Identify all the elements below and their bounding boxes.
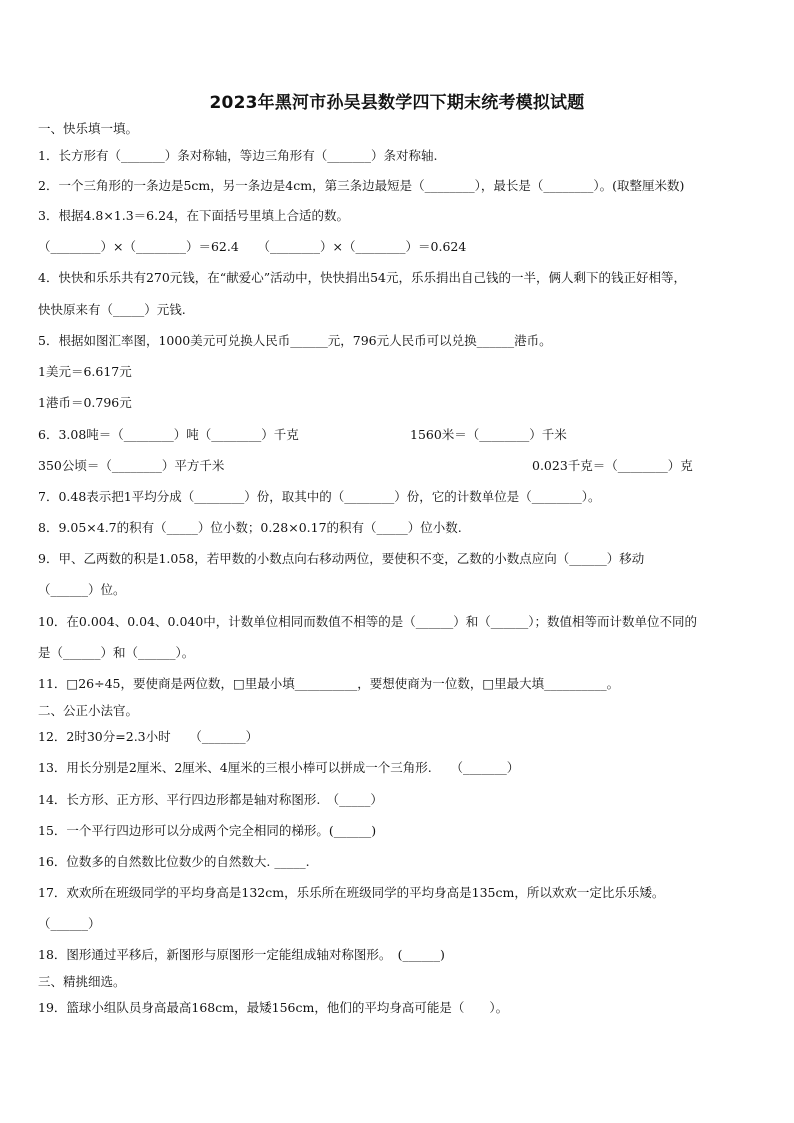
question-4: 4．快快和乐乐共有270元钱，在“献爱心”活动中，快快捐出54元，乐乐捐出自己钱的一半，俩人剩下的钱正好相等， <box>38 270 687 285</box>
question-3: 3．根据4.8×1.3＝6.24，在下面括号里填上合适的数。 <box>38 208 350 223</box>
question-19: 19．篮球小组队员身高最高168cm，最矮156cm，他们的平均身高可能是（ ）。 <box>38 1000 509 1015</box>
exchange-rate-hkd: 1港币＝0.796元 <box>38 395 132 410</box>
question-15: 15．一个平行四边形可以分成两个完全相同的梯形。(______) <box>38 823 377 838</box>
question-17-cont: （______） <box>38 916 101 931</box>
question-10-cont: 是（______）和（______）。 <box>38 645 195 660</box>
question-10: 10．在0.004、0.04、0.040中，计数单位相同而数值不相等的是（______）和（______）；数值相等而计数单位不同的 <box>38 614 698 629</box>
question-17: 17．欢欢所在班级同学的平均身高是132cm，乐乐所在班级同学的平均身高是135cm，所以欢欢一定比乐乐矮。 <box>38 885 665 900</box>
page-title: 2023年黑河市孙吴县数学四下期末统考模拟试题 <box>209 93 585 113</box>
question-12: 12．2时30分=2.3小时 （_______） <box>38 729 259 744</box>
question-9: 9．甲、乙两数的积是1.058，若甲数的小数点向右移动两位，要使积不变，乙数的小数点应向（______）移动 <box>38 551 645 566</box>
question-6-right1: 1560米＝（________）千米 <box>410 427 567 442</box>
question-11: 11．□26÷45，要使商是两位数，□里最小填__________，要想使商为一位数，□里最大填__________。 <box>38 676 620 691</box>
question-6-left1: 6．3.08吨＝（________）吨（________）千克 <box>38 427 299 442</box>
exchange-rate-usd: 1美元＝6.617元 <box>38 364 132 379</box>
question-7: 7．0.48表示把1平均分成（________）份，取其中的（________）份，它的计数单位是（________）。 <box>38 489 601 504</box>
question-6-left2: 350公顷＝（________）平方千米 <box>38 458 225 473</box>
question-18: 18．图形通过平移后，新图形与原图形一定能组成轴对称图形。 (______) <box>38 947 445 962</box>
section-heading-1: 一、快乐填一填。 <box>38 121 139 136</box>
question-5: 5．根据如图汇率图，1000美元可兑换人民币______元，796元人民币可以兑换______港币。 <box>38 333 552 348</box>
question-2: 2．一个三角形的一条边是5cm，另一条边是4cm，第三条边最短是（________），最长是（________）。(取整厘米数) <box>38 178 685 193</box>
section-heading-2: 二、公正小法官。 <box>38 703 139 718</box>
question-14: 14．长方形、正方形、平行四边形都是轴对称图形. （_____） <box>38 792 383 807</box>
question-6-right2: 0.023千克＝（________）克 <box>532 458 693 473</box>
question-1: 1．长方形有（_______）条对称轴，等边三角形有（_______）条对称轴. <box>38 148 438 163</box>
question-8: 8．9.05×4.7的积有（_____）位小数；0.28×0.17的积有（_____）位小数. <box>38 520 462 535</box>
question-13: 13．用长分别是2厘米、2厘米、4厘米的三根小棒可以拼成一个三角形. （_______） <box>38 760 520 775</box>
question-9-cont: （______）位。 <box>38 582 126 597</box>
section-heading-3: 三、精挑细选。 <box>38 974 126 989</box>
question-3-blanks: （________）×（________）＝62.4 （________）×（________）＝0.624 <box>38 239 467 254</box>
question-4-cont: 快快原来有（_____）元钱. <box>38 302 186 317</box>
question-16: 16．位数多的自然数比位数少的自然数大. _____. <box>38 854 310 869</box>
